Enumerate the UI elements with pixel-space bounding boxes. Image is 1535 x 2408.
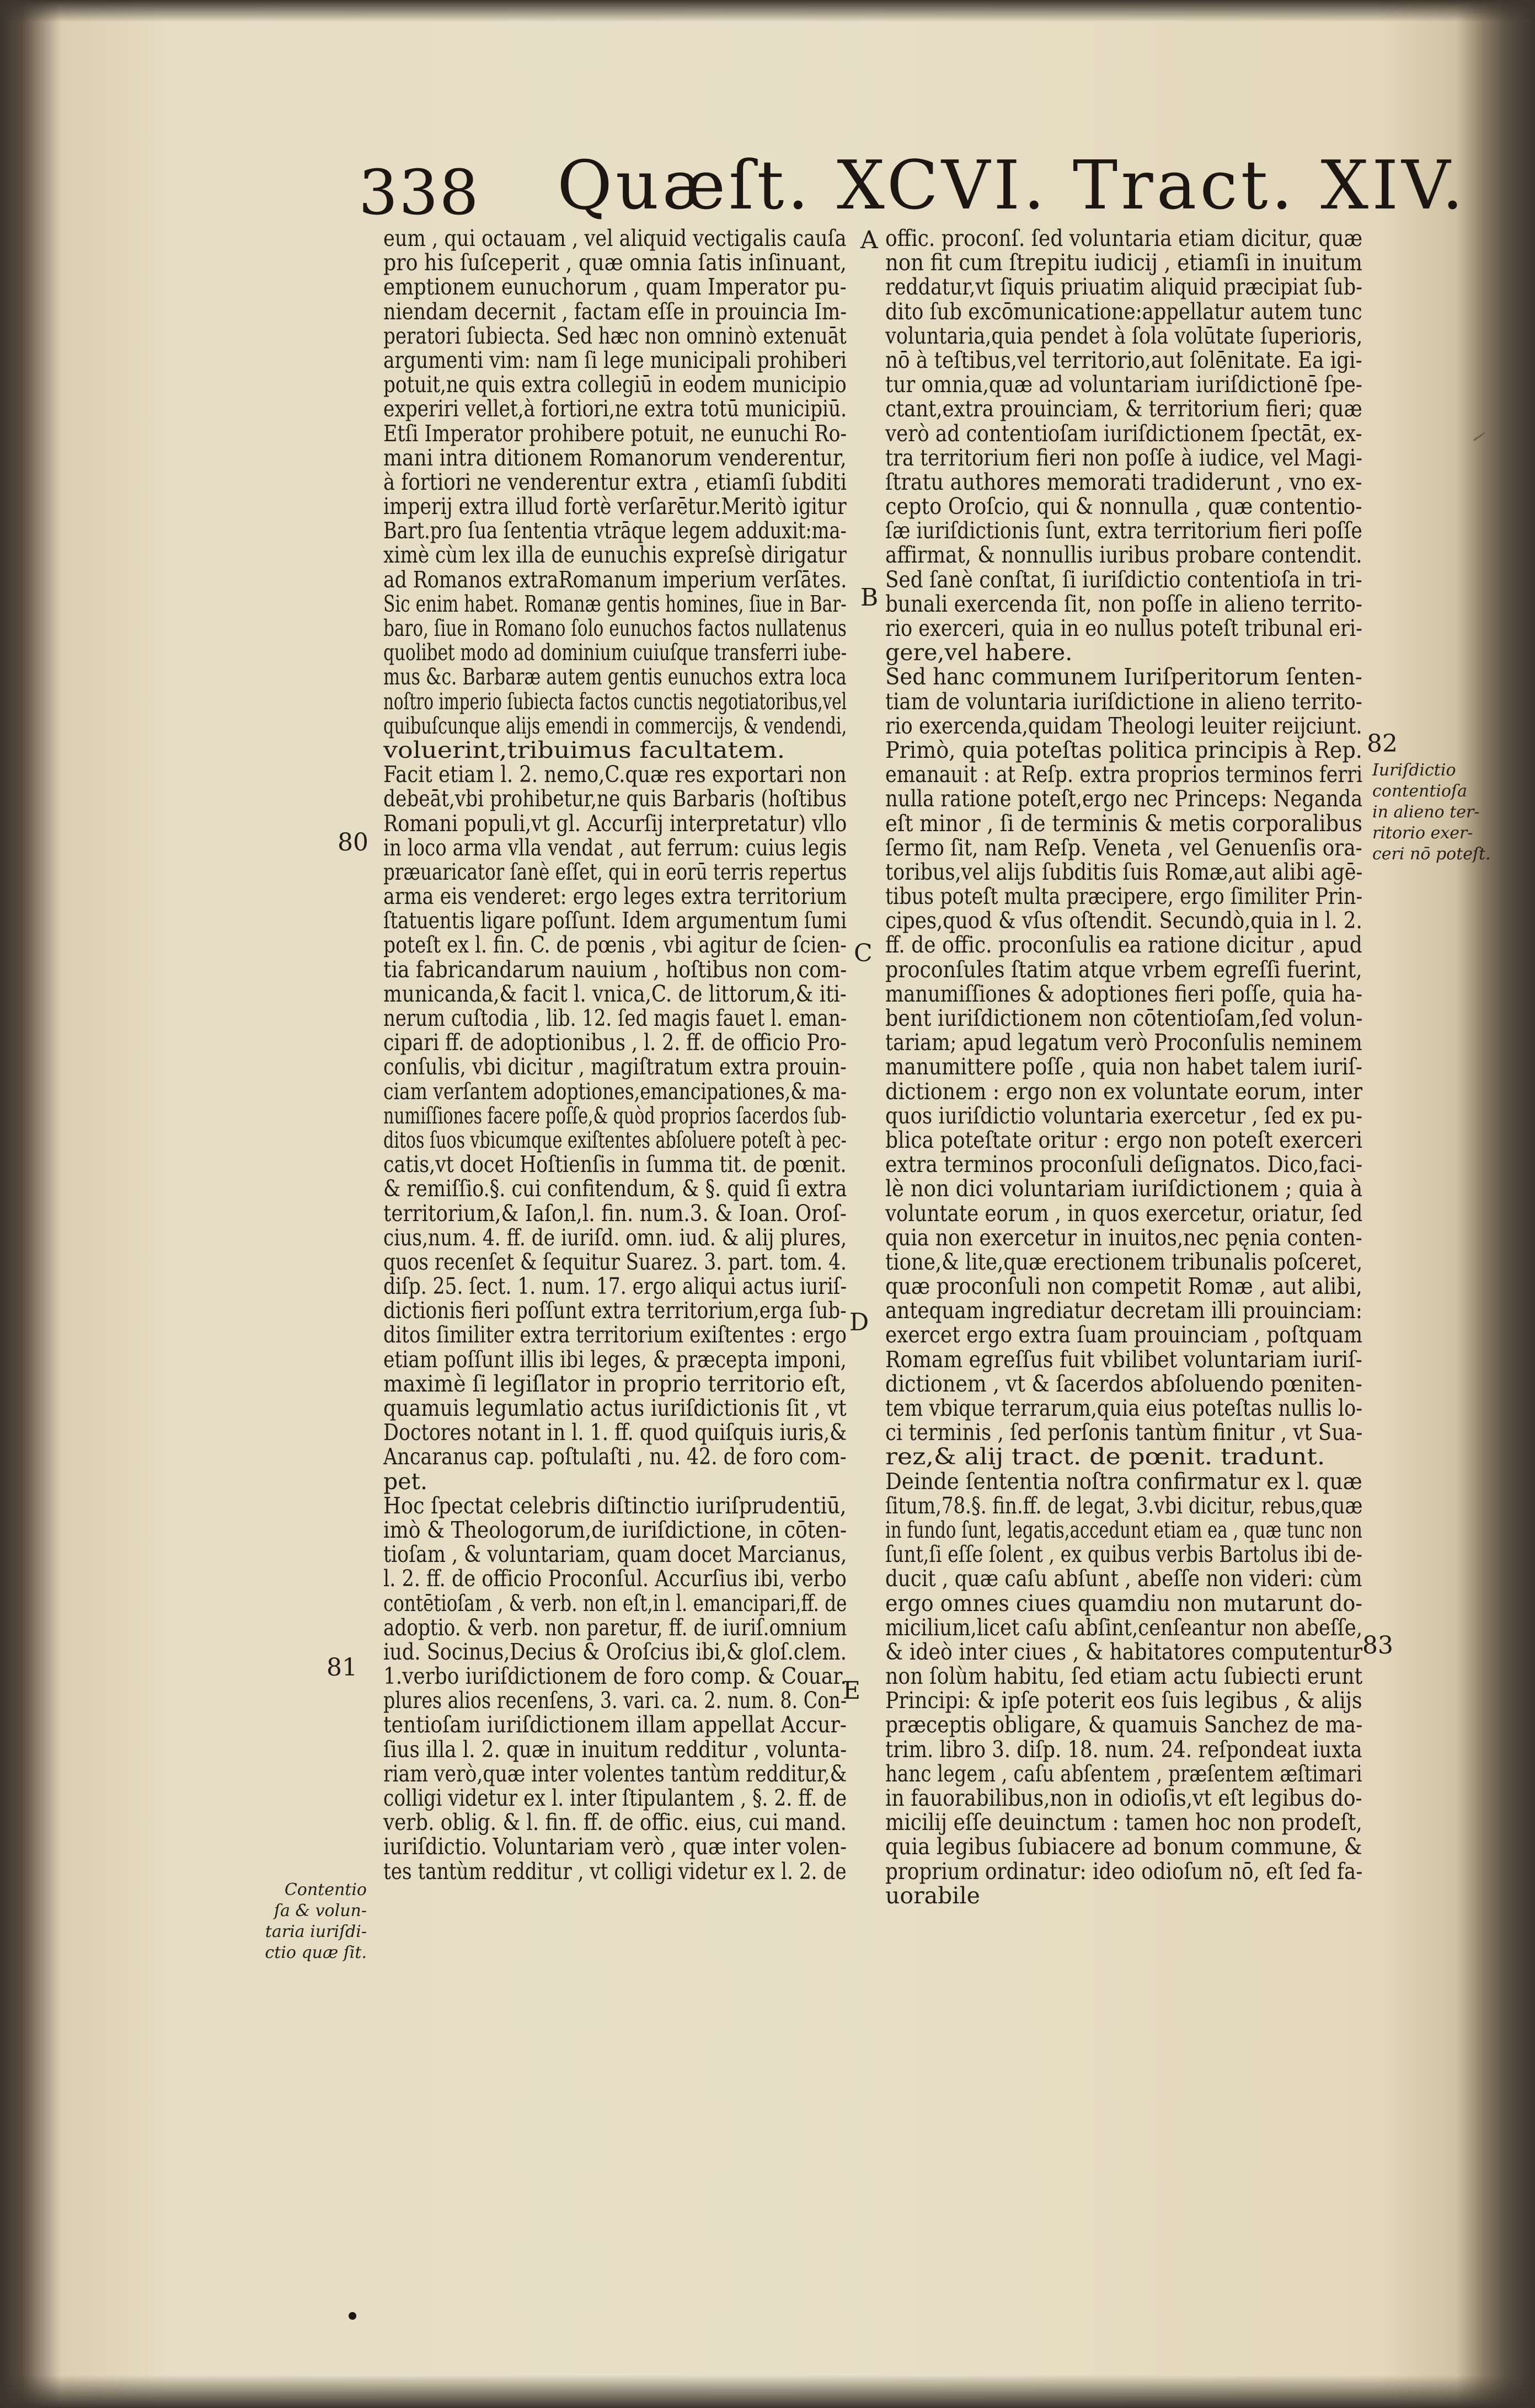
text-line: Facit etiam l. 2. nemo,C.quæ res exportari non (383, 761, 847, 788)
text-line: experiri vellet,à fortiori,ne extra totū municipiū. (383, 395, 847, 422)
text-line: Romani populi,vt gl. Accurſij interpretatur) vllo (383, 810, 847, 837)
text-line: offic. proconſ. ſed voluntaria etiam dicitur, quæ (885, 225, 1363, 251)
text-line: noſtro imperio ſubiecta factos cunctis negotiatoribus,vel (383, 688, 847, 715)
text-line: Etſi Imperator prohibere potuit, ne eunuchi Ro- (383, 420, 847, 447)
text-line: conſulis, vbi dicitur , magiſtratum extra prouin- (383, 1053, 847, 1080)
margin-note-line: in alieno ter- (1372, 802, 1480, 822)
text-line: dictionem , vt & ſacerdos abſoluendo pœniten- (885, 1370, 1362, 1397)
text-line: niendam decernit , factam eſſe in prouincia Im- (383, 298, 847, 325)
text-line: numiſſiones facere poſſe,& quòd proprios ſacerdos ſub- (383, 1102, 847, 1129)
margin-note-line: contentioſa (1372, 782, 1468, 801)
section-letter-c: C (854, 939, 873, 967)
text-line: hanc legem , caſu abſentem , præſentem æſtimari (885, 1760, 1362, 1787)
text-line: verb. oblig. & l. fin. ff. de offic. eius, cui mand. (383, 1809, 847, 1836)
text-line: eum , qui octauam , vel aliquid vectigalis cauſa (383, 225, 847, 251)
text-line: quos iuriſdictio voluntaria exercetur , ſed ex pu- (885, 1102, 1363, 1129)
ink-dot (349, 2312, 356, 2320)
margin-note-line: ſa & volun- (274, 1901, 367, 1920)
margin-note-line: Iuriſdictio (1372, 761, 1456, 780)
section-letter-a: A (860, 226, 878, 254)
text-line: exercet ergo extra ſuam prouinciam , poſtquam (885, 1321, 1363, 1349)
text-line: Romam egreſſus fuit vbilibet voluntariam iuriſ- (885, 1346, 1362, 1373)
text-line: tia fabricandarum nauium , hoſtibus non com- (383, 956, 847, 983)
text-line: tione,& lite,quæ erectionem tribunalis poſceret, (885, 1248, 1363, 1275)
text-line: cipari ff. de adoptionibus , l. 2. ff. de officio Pro- (383, 1029, 847, 1056)
text-line: cius,num. 4. ff. de iuriſd. omn. iud. & alij plures, (383, 1224, 847, 1251)
text-line: etiam poſſunt illis ibi leges, & præcepta imponi, (383, 1346, 847, 1373)
text-line: eſt minor , ſi de terminis & metis corporalibus (885, 810, 1362, 837)
text-line: arma eis venderet: ergo leges extra territorium (383, 883, 847, 910)
text-line: mani intra ditionem Romanorum venderentur, (383, 444, 847, 471)
text-line: debeāt,vbi prohibetur,ne quis Barbaris (hoſtibus (383, 785, 847, 812)
text-line: ſius illa l. 2. quæ in inuitum redditur , volunta- (383, 1736, 847, 1763)
text-line: Sed ſanè conſtat, ſi iuriſdictio contentioſa in tri- (885, 566, 1362, 593)
text-line: ff. de offic. proconſulis ea ratione dicitur , apud (885, 932, 1362, 959)
text-line: ſtatuentis ligare poſſunt. Idem argumentum ſumi (383, 907, 847, 934)
text-line: ergo omnes ciues quamdiu non mutarunt do- (885, 1590, 1363, 1617)
text-line: quos recenſet & ſequitur Suarez. 3. part. tom. 4. (383, 1248, 847, 1275)
text-line: micilij eſſe deuinctum : tamen hoc non prodeſt, (885, 1809, 1362, 1836)
text-line: nulla ratione poteſt,ergo nec Princeps: Neganda (885, 785, 1363, 812)
text-line: quia legibus ſubiacere ad bonum commune, & (885, 1833, 1362, 1860)
text-line: ctant,extra prouinciam, & territorium fieri; quæ (885, 395, 1362, 422)
text-line: bent iuriſdictionem non cōtentioſam,ſed volun- (885, 1005, 1363, 1031)
text-line: tariam; apud legatum verò Proconſulis neminem (885, 1029, 1362, 1056)
text-line: Ancaranus cap. poſtulaſti , nu. 42. de foro com- (383, 1443, 847, 1470)
text-line: ſitum,78.§. fin.ff. de legat, 3.vbi dicitur, rebus,quæ (885, 1492, 1363, 1519)
text-line: contētioſam , & verb. non eſt,in l. emancipari,ff. de (383, 1590, 847, 1617)
running-title: Quæſt. XCVI. Tract. XIV. (557, 146, 1467, 224)
text-line: territorium,& Iaſon,l. fin. num.3. & Ioan. Oroſ- (383, 1200, 847, 1227)
section-letter-b: B (860, 584, 879, 612)
text-line: quamuis legumlatio actus iuriſdictionis ſit , vt (383, 1395, 847, 1421)
text-line: mus &c. Barbaræ autem gentis eunuchos extra loca (383, 663, 847, 691)
text-line: Primò, quia poteſtas politica principis à Rep. (885, 736, 1362, 763)
text-line: in fauorabilibus,non in odioſis,vt eſt legibus do- (885, 1785, 1362, 1811)
text-line: tibus poteſt multa præcipere, ergo ſimiliter Prin- (885, 883, 1363, 910)
text-line: affirmat, & nonnullis iuribus probare contendit. (885, 542, 1362, 569)
margin-note-line: taria iuriſdi- (265, 1922, 367, 1941)
text-line: riam verò,quæ inter volentes tantùm redditur,& (383, 1760, 847, 1787)
text-line: in loco arma vlla vendat , aut ferrum: cuius legis (383, 834, 847, 861)
text-line: reddatur,vt ſiquis priuatim aliquid præcipiat ſub- (885, 274, 1363, 301)
text-line: non fit cum ſtrepitu iudicij , etiamſi in inuitum (885, 249, 1363, 276)
text-line: bunali exercenda ſit, non poſſe in alieno territo- (885, 590, 1363, 617)
text-line: ditos ſimiliter extra territorium exiſtentes : ergo (383, 1321, 847, 1349)
text-line: potuit,ne quis extra collegiū in eodem municipio (383, 371, 847, 398)
text-line: tioſam , & voluntariam, quam docet Marcianus, (383, 1541, 847, 1568)
section-letter-d: D (849, 1308, 869, 1336)
left-text-column (383, 226, 847, 1883)
text-line: peratori ſubiecta. Sed hæc non omninò extenuāt (383, 322, 847, 349)
text-line: tra territorium fieri non poſſe à iudice, vel Magi- (885, 444, 1363, 471)
text-line: trim. libro 3. diſp. 18. num. 24. reſpondeat iuxta (885, 1736, 1362, 1763)
margin-note-line: ritorio exer- (1372, 823, 1473, 843)
text-line: dito ſub excōmunicatione:appellatur autem tunc (885, 298, 1362, 325)
text-line: tentioſam iuriſdictionem illam appellat Accur- (383, 1711, 847, 1738)
text-line: ſunt,ſi eſſe ſolent , ex quibus verbis Bartolus ibi de- (885, 1541, 1363, 1568)
text-line: catis,vt docet Hoſtienſis in ſumma tit. de pœnit. (383, 1151, 847, 1178)
right-text-column (885, 226, 1362, 1908)
paragraph-number-80: 80 (338, 828, 368, 857)
margin-note-line: ceri nō poteſt. (1372, 844, 1491, 864)
text-line: tem vbique terrarum,quia eius poteſtas nullis lo- (885, 1395, 1363, 1421)
text-line: præceptis obligare, & quamuis Sanchez de ma- (885, 1711, 1363, 1738)
text-line: manumiſſiones & adoptiones fieri poſſe, quia ha- (885, 980, 1363, 1007)
text-line: in fundo ſunt, legatis,accedunt etiam ea , quæ tunc non (885, 1516, 1362, 1543)
margin-note-line: Contentio (284, 1880, 367, 1899)
text-line: cipes,quod & vſus oſtendit. Secundò,quia in l. 2. (885, 907, 1362, 934)
text-line: voluntate eorum , in quos exercetur, oriatur, ſed (885, 1200, 1363, 1227)
text-line: antequam ingrediatur decretam illi prouinciam: (885, 1297, 1362, 1324)
text-line: tes tantùm redditur , vt colligi videtur ex l. 2. de (383, 1858, 847, 1885)
text-line: colligi videtur ex l. inter ſtipulantem , §. 2. ff. de (383, 1785, 847, 1811)
text-line: blica poteſtate oritur : ergo non poteſt exerceri (885, 1126, 1363, 1153)
text-line: iud. Socinus,Decius & Oroſcius ibi,& gloſ.clem. (383, 1638, 847, 1665)
text-line: Bart.pro ſua ſententia vtrāque legem adduxit:ma- (383, 517, 847, 544)
text-line: emptionem eunuchorum , quam Imperator pu- (383, 274, 847, 301)
text-line: quolibet modo ad dominium cuiuſque transferri iube- (383, 639, 847, 666)
text-line: verò ad contentioſam iuriſdictionem ſpectāt, ex- (885, 420, 1362, 447)
text-line: cepto Oroſcio, qui & nonnulla , quæ contentio- (885, 493, 1362, 520)
text-line: non ſolùm habitu, ſed etiam actu ſubiecti erunt (885, 1663, 1363, 1690)
text-line: pet. (383, 1468, 428, 1495)
text-line: nō à teſtibus,vel territorio,aut ſolēnitate. Ea igi- (885, 346, 1362, 373)
text-line: quibuſcunque alijs emendi in commercijs, & vendendi, (383, 712, 847, 739)
text-line: poteſt ex l. fin. C. de pœnis , vbi agitur de ſcien- (383, 932, 847, 959)
text-line: tur omnia,quæ ad voluntariam iuriſdictionē ſpe- (885, 371, 1362, 398)
text-line: Principi: & ipſe poterit eos ſuis legibus , & alijs (885, 1687, 1362, 1714)
text-line: & remiſſio.§. cui confitendum, & §. quid ſi extra (383, 1175, 847, 1202)
page-edge-shadow-top (0, 0, 1535, 22)
text-line: à fortiori ne venderentur extra , etiamſi ſubditi (383, 468, 847, 495)
text-line: ciam verſantem adoptiones,emancipationes,& ma- (383, 1078, 847, 1105)
text-line: rez,& alij tract. de pœnit. tradunt. (885, 1443, 1325, 1470)
text-line: ſtratu authores memorati tradiderunt , vno ex- (885, 468, 1362, 495)
text-line: lè non dici voluntariam iuriſdictionem ; quia à (885, 1175, 1363, 1202)
text-line: imperij extra illud fortè verſarētur.Meritò igitur (383, 493, 847, 520)
text-line: plures alios recenſens, 3. vari. ca. 2. num. 8. Con- (383, 1687, 847, 1714)
margin-note-right (1372, 760, 1491, 865)
page-edge-shadow-bottom (0, 2375, 1535, 2408)
paragraph-number-83: 83 (1362, 1631, 1393, 1660)
text-line: quia non exercetur in inuitos,nec pęnia conten- (885, 1224, 1362, 1251)
text-line: adoptio. & verb. non paretur, ff. de iuriſ.omnium (383, 1614, 847, 1641)
margin-note-left (259, 1880, 367, 1963)
text-line: diſp. 25. ſect. 1. num. 17. ergo aliqui actus iuriſ- (383, 1273, 847, 1300)
text-line: imò & Theologorum,de iuriſdictione, in cōten- (383, 1516, 847, 1543)
text-line: quæ proconſuli non competit Romæ , aut alibi, (885, 1273, 1362, 1300)
section-letter-e: E (843, 1677, 861, 1705)
text-line: rio exerceri, quia in eo nullus poteſt tribunal eri- (885, 615, 1363, 641)
margin-note-line: ctio quæ ſit. (265, 1943, 367, 1962)
text-line: emanauit : at Reſp. extra proprios terminos ferri (885, 761, 1363, 788)
text-line: Sed hanc communem Iuriſperitorum ſenten- (885, 663, 1362, 691)
text-line: maximè ſi legiſlator in proprio territorio eſt, (383, 1370, 847, 1397)
text-line: ditos ſuos vbicumque exiſtentes abſoluere poteſt à pec- (383, 1126, 847, 1153)
text-line: Doctores notant in l. 1. ff. quod quiſquis iuris,& (383, 1419, 847, 1446)
text-line: ad Romanos extraRomanum imperium verſātes. (383, 566, 847, 593)
text-line: ximè cùm lex illa de eunuchis expreſsè dirigatur (383, 542, 847, 569)
page-number: 338 (359, 157, 480, 229)
text-line: municanda,& facit l. vnica,C. de littorum,& iti- (383, 980, 847, 1007)
text-line: ci terminis , ſed perſonis tantùm finitur , vt Sua- (885, 1419, 1363, 1446)
text-line: argumenti vim: nam ſi lege municipali prohiberi (383, 346, 847, 373)
text-line: 1.verbo iuriſdictionem de foro comp. & Couar. (383, 1663, 847, 1690)
text-line: voluntaria,quia pendet à ſola volūtate ſuperioris, (885, 322, 1363, 349)
text-line: uorabile (885, 1882, 980, 1909)
text-line: proconſules ſtatim atque vrbem egreſſi fuerint, (885, 956, 1362, 983)
pencil-mark (1473, 432, 1485, 441)
text-line: dictionem : ergo non ex voluntate eorum, inter (885, 1078, 1363, 1105)
text-line: voluerint,tribuimus facultatem. (383, 736, 785, 763)
text-line: præuaricator ſanè eſſet, qui in eorū terris repertus (383, 858, 847, 885)
text-line: ſermo ſit, nam Reſp. Veneta , vel Genuenſis ora- (885, 834, 1362, 861)
paragraph-number-81: 81 (327, 1654, 357, 1682)
text-line: iuriſdictio. Voluntariam verò , quæ inter volen- (383, 1833, 847, 1860)
text-line: rio exercenda,quidam Theologi leuiter reijciunt. (885, 712, 1362, 739)
text-line: toribus,vel alijs ſubditis ſuis Romæ,aut alibi agē- (885, 858, 1363, 885)
text-line: baro, ſiue in Romano ſolo eunuchos factos nullatenus (383, 615, 847, 641)
text-line: dictionis fieri poſſunt extra territorium,erga ſub- (383, 1297, 847, 1324)
text-line: & ideò inter ciues , & habitatores computentur (885, 1638, 1363, 1665)
text-line: ſæ iuriſdictionis ſunt, extra territorium fieri poſſe (885, 517, 1362, 544)
paragraph-number-82: 82 (1367, 730, 1398, 758)
text-line: nerum cuſtodia , lib. 12. ſed magis fauet l. eman- (383, 1005, 847, 1031)
text-line: l. 2. ff. de officio Proconſul. Accurſius ibi, verbo (383, 1565, 847, 1592)
text-line: pro his ſuſceperit , quæ omnia ſatis inſinuant, (383, 249, 847, 276)
text-line: manumittere poſſe , quia non habet talem iuriſ- (885, 1053, 1363, 1080)
text-line: tiam de voluntaria iuriſdictione in alieno territo- (885, 688, 1362, 715)
text-line: gere,vel habere. (885, 639, 1073, 666)
text-line: Hoc ſpectat celebris diſtinctio iuriſprudentiū, (383, 1492, 847, 1519)
text-line: Sic enim habet. Romanæ gentis homines, ſiue in Bar- (383, 590, 847, 617)
text-line: ducit , quæ caſu abſunt , abeſſe non videri: cùm (885, 1565, 1362, 1592)
text-line: proprium ordinatur: ideo odioſum nō, eſt ſed fa- (885, 1858, 1363, 1885)
text-line: micilium,licet caſu abſint,cenſeantur non abeſſe, (885, 1614, 1363, 1641)
text-line: extra terminos proconſuli deſignatos. Dico,faci- (885, 1151, 1363, 1178)
text-line: Deinde ſententia noſtra confirmatur ex l. quæ (885, 1468, 1362, 1495)
